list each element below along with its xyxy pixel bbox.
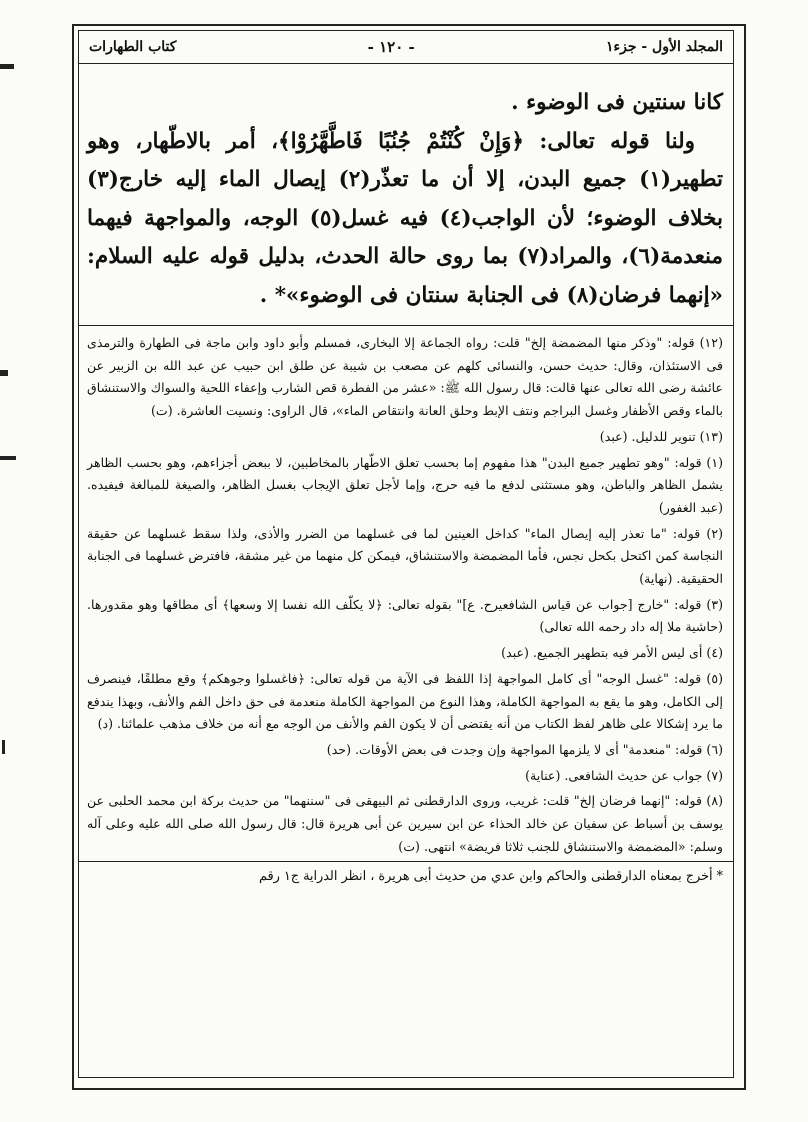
scan-mark-mid — [0, 370, 8, 376]
running-header — [79, 31, 733, 64]
footnote-7: (٧) جواب عن حديث الشافعى. (عناية) — [525, 767, 723, 783]
footnote-4: (٤) أى ليس الأمر فيه بتطهير الجميع. (عبد) — [501, 645, 723, 661]
scan-mark-lower — [0, 456, 16, 460]
main-paragraph-1: كانا سنتين فى الوضوء . — [511, 90, 723, 115]
page-content — [78, 30, 734, 1078]
page-number: - ١٢٠ - — [367, 38, 415, 56]
footnote-12: (١٢) قوله: "وذكر منها المضمضة إلخ" قلت: رواه الجماعة إلا البخارى، فمسلم وأبو داود وابن ماجة فى الطهارة والترمذى فى الاستئذان، وقال: حديث حسن، والنسائى كلهم عن مصعب بن شيبة عن طلق ابن حبيب عن عبد الله بن الزبير عن عائشة رضى الله تعالى عنها قالت: قال رسول الله ﷺ: «عشر من الفطرة قص الشارب وإعفاء اللحية والسواك والاستنشاق بالماء وقص الأظفار وغسل البراجم ونتف الإبط وحلق العانة وانتقاص الماء»، قال الراوى: ونسيت العاشرة. (ت) — [87, 335, 723, 419]
footnote-1: (١) قوله: "وهو تطهير جميع البدن" هذا مفهوم إما بحسب تعلق الاطّهار بالمخاطبين، لا ببعض أجزاءهم، وهو بحسب الظاهر يشمل الظاهر والباطن، وهو مستثنى لدفع ما فيه حرج، وإما لأجل تعلق الإيجاب بغسل الظاهر، والصيغة للمبالغة فيفيده. (عبد الغفور) — [87, 454, 723, 515]
footnote-8: (٨) قوله: "إنهما فرضان إلخ" قلت: غريب، وروى الدارقطنى ثم البيهقى فى "سننهما" من حديث بركة ابن محمد الحلبى عن يوسف بن أسباط عن سفيان عن خالد الحذاء عن ابن سيرين عن أبى هريرة قال: قال رسول الله صلى الله عليه وعلى آله وسلم: «المضمضة والاستنشاق للجنب ثلاثا فريضة» انتهى. (ت) — [87, 793, 724, 854]
scan-mark-top — [0, 64, 14, 69]
footnote-13: (١٣) تنوير للدليل. (عبد) — [599, 428, 723, 444]
footnote-5: (٥) قوله: "غسل الوجه" أى كامل المواجهة إذا اللفظ فى الآية من قوله تعالى: ﴿فاغسلوا وجوهكم﴾ وقع مطلقًا، فينصرف إلى الكامل، وهو ما يقع به المواجهة الكاملة، وهذا النوع من المواجهة الكاملة منعدمة فى حق داخل الفم والأنف، وبهذا يندفع ما يرد إشكالا على ظاهر لفظ الكتاب من أنه يقتضى أن لا يكون الفم والأنف من الوجه مع أنه من خلاف مذهب علمائنا. (د) — [87, 670, 723, 732]
main-paragraph-2: ولنا قوله تعالى: ﴿وَإِنْ كُنْتُمْ جُنُبًا فَاطَّهَّرُوْا﴾، أمر بالاطّهار، وهو تطهير(١) جميع البدن، إلا أن ما تعذّر(٢) إيصال الماء إليه خارج(٣) بخلاف الوضوء؛ لأن الواجب(٤) فيه غسل(٥) الوجه، والمواجهة فيهما منعدمة(٦)، والمراد(٧) بما روى حالة الحدث، بدليل قوله عليه السلام: «إنهما فرضان(٨) فى الجنابة سنتان فى الوضوء»* . — [87, 128, 723, 308]
book-title: كتاب الطهارات — [89, 39, 177, 55]
volume-label: المجلد الأول - جزء١ — [605, 39, 723, 55]
footnote-6: (٦) قوله: "منعدمة" أى لا يلزمها المواجهة وإن وجدت فى بعض الأوقات. (حد) — [326, 741, 723, 757]
main-text — [87, 84, 723, 315]
scan-mark-bottom — [2, 740, 5, 754]
footnote-2: (٢) قوله: "ما تعذر إليه إيصال الماء" كداخل العينين لما فى غسلهما من الضرر والأذى، ولذا سقط غسلهما عن حقيقة النجاسة كمن اكتحل بكحل نجس، فأما المضمضة والاستنشاق، فيمكن كل منهما من غير مشقة، فافترض غسلهما فى الجنابة الحقيقية. (نهاية) — [87, 525, 723, 587]
footnotes — [87, 332, 723, 858]
source-note: * أخرج بمعناه الدارقطنى والحاكم وابن عدي من حديث أبى هريرة ، انظر الدراية ج١ رقم — [79, 861, 733, 888]
footnote-3: (٣) قوله: "خارج [جواب عن قياس الشافعيرح. ع]" بقوله تعالى: ﴿لا يكلّف الله نفسا إلا وسعها﴾ أى مطاقها وهو مقدورها. (حاشية ملا إله داد رحمه الله تعالى) — [87, 596, 723, 635]
footnote-separator — [79, 325, 733, 326]
